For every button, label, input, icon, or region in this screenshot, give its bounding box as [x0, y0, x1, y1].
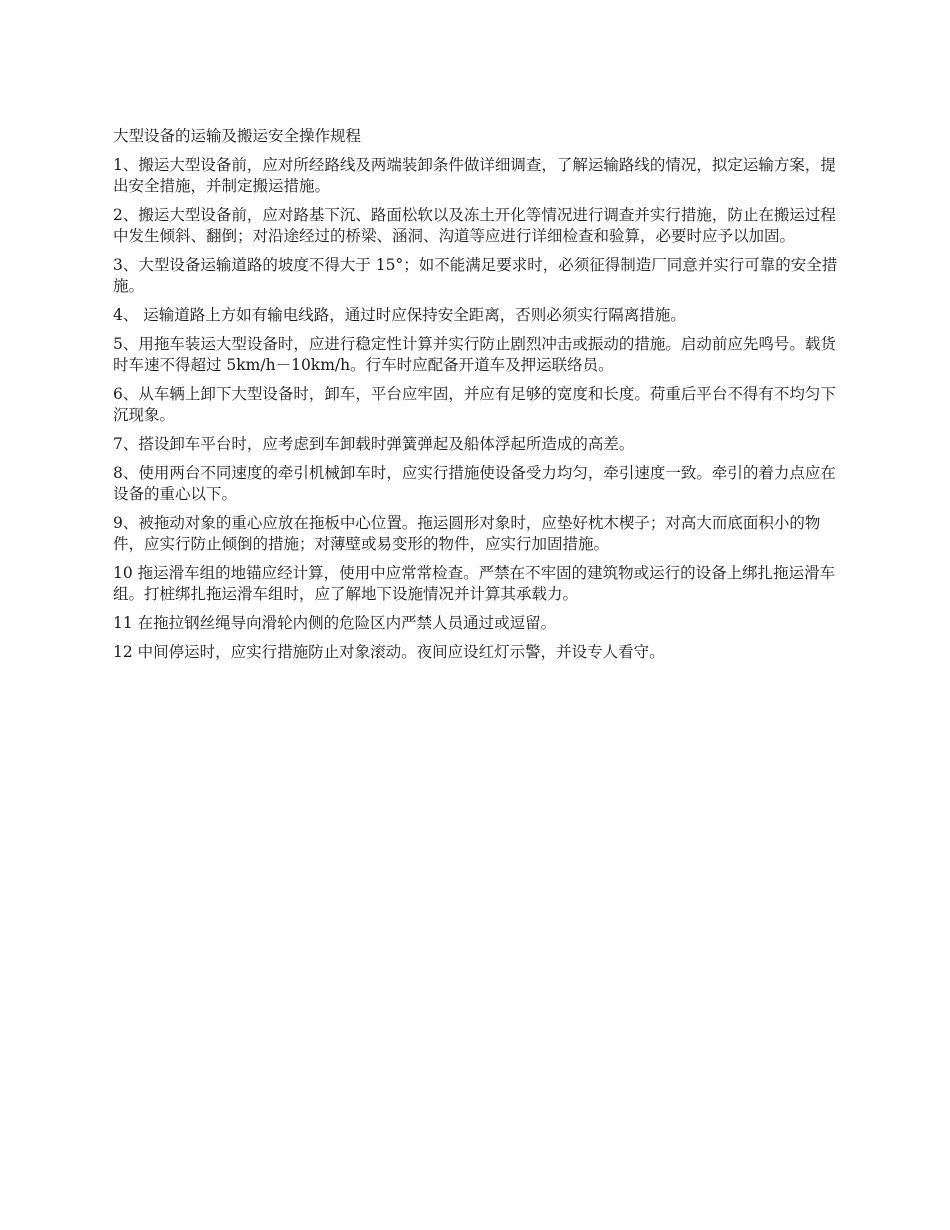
paragraph-10: 10 拖运滑车组的地锚应经计算，使用中应常常检查。严禁在不牢固的建筑物或运行的设备上绑扎拖运滑车组。打桩绑扎拖运滑车组时，应了解地下设施情况并计算其承载力。 [113, 564, 836, 603]
paragraph-1: 1、搬运大型设备前，应对所经路线及两端装卸条件做详细调查，了解运输路线的情况，拟定运输方案，提出安全措施，并制定搬运措施。 [113, 156, 836, 195]
paragraph-8: 8、使用两台不同速度的牵引机械卸车时，应实行措施使设备受力均匀，牵引速度一致。牵引的着力点应在设备的重心以下。 [113, 464, 836, 503]
paragraph-5: 5、用拖车装运大型设备时，应进行稳定性计算并实行防止剧烈冲击或振动的措施。启动前应先鸣号。载货时车速不得超过 5km/h－10km/h。行车时应配备开道车及押运联络员。 [113, 335, 836, 374]
paragraph-2: 2、搬运大型设备前，应对路基下沉、路面松软以及冻土开化等情况进行调查并实行措施，防止在搬运过程中发生倾斜、翻倒；对沿途经过的桥梁、涵洞、沟道等应进行详细检查和验算，必要时应予以加固。 [113, 206, 836, 245]
paragraph-12: 12 中间停运时，应实行措施防止对象滚动。夜间应设红灯示警，并设专人看守。 [113, 643, 665, 661]
paragraph-9: 9、被拖动对象的重心应放在拖板中心位置。拖运圆形对象时，应垫好枕木楔子；对高大而底面积小的物件，应实行防止倾倒的措施；对薄壁或易变形的物件，应实行加固措施。 [113, 514, 821, 553]
paragraph-6: 6、从车辆上卸下大型设备时，卸车，平台应牢固，并应有足够的宽度和长度。荷重后平台不得有不均匀下沉现象。 [113, 385, 836, 424]
paragraph-3: 3、大型设备运输道路的坡度不得大于 15°；如不能满足要求时，必须征得制造厂同意并实行可靠的安全措施。 [113, 256, 838, 295]
document-page [113, 126, 843, 671]
paragraph-4: 4、 运输道路上方如有输电线路，通过时应保持安全距离，否则必须实行隔离措施。 [113, 306, 686, 324]
paragraph-7: 7、搭设卸车平台时，应考虑到车卸载时弹簧弹起及船体浮起所造成的高差。 [113, 435, 635, 453]
paragraph-11: 11 在拖拉钢丝绳导向滑轮内侧的危险区内严禁人员通过或逗留。 [113, 614, 557, 632]
document-title: 大型设备的运输及搬运安全操作规程 [113, 127, 362, 145]
